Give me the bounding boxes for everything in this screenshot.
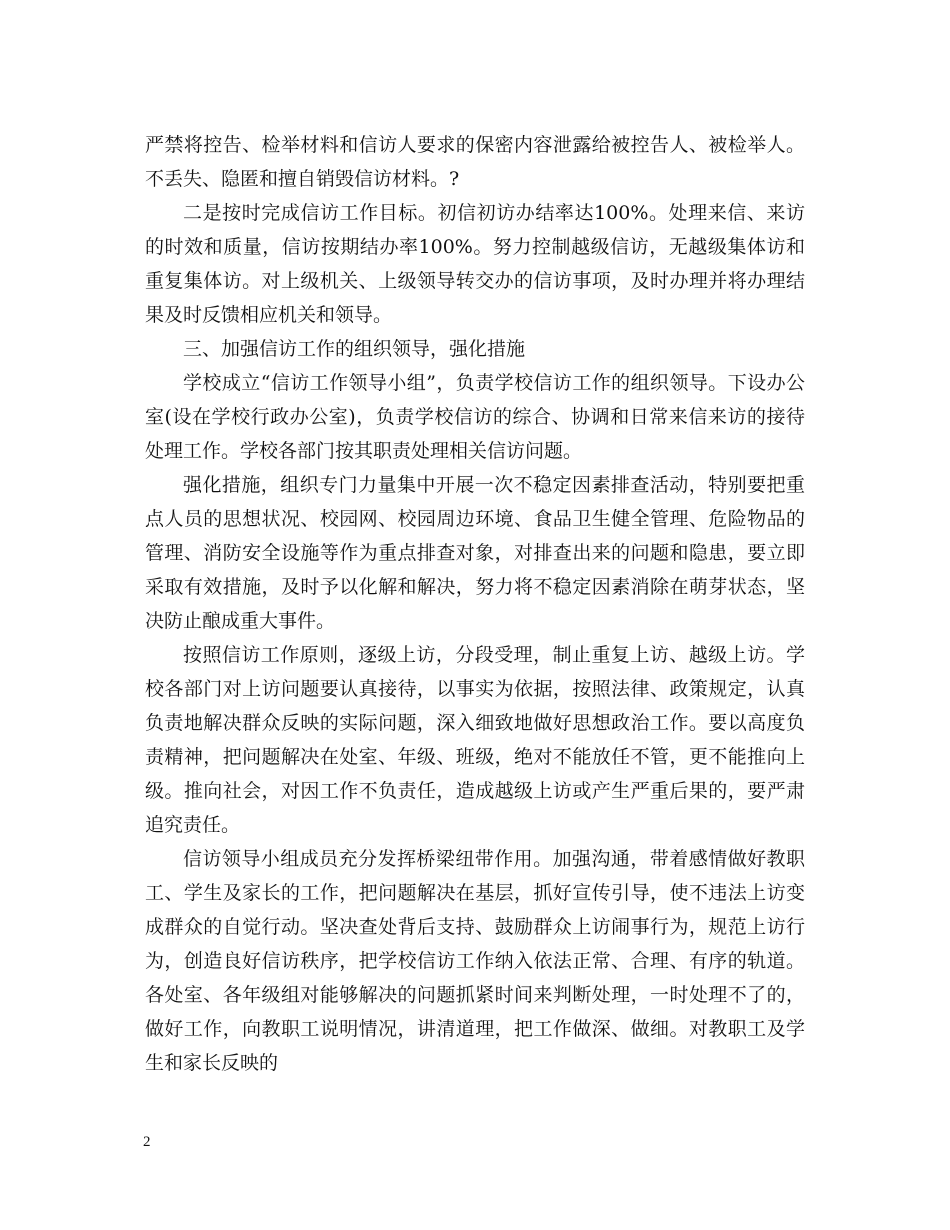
paragraph-2: 二是按时完成信访工作目标。初信初访办结率达100%。处理来信、来访的时效和质量，信访按期结办率100%。努力控制越级信访，无越级集体访和重复集体访。对上级机关、上级领导转交办的信访事项，及时办理并将办理结果及时反馈相应机关和领导。 xyxy=(145,202,805,326)
page-number: 2 xyxy=(143,1134,151,1150)
paragraph-4: 强化措施，组织专门力量集中开展一次不稳定因素排查活动，特别要把重点人员的思想状况、校园网、校园周边环境、食品卫生健全管理、危险物品的管理、消防安全设施等作为重点排查对象，对排查出来的问题和隐患，要立即采取有效措施，及时予以化解和解决，努力将不稳定因素消除在萌芽状态，坚决防止酿成重大事件。 xyxy=(145,474,805,632)
section-heading: 三、加强信访工作的组织领导，强化措施 xyxy=(183,338,526,360)
paragraph-1: 严禁将控告、检举材料和信访人要求的保密内容泄露给被控告人、被检举人。不丢失、隐匿和擅自销毁信访材料。? xyxy=(145,134,805,190)
document-body xyxy=(145,128,805,1080)
paragraph-3: 学校成立“信访工作领导小组”，负责学校信访工作的组织领导。下设办公室(设在学校行政办公室)，负责学校信访的综合、协调和日常来信来访的接待处理工作。学校各部门按其职责处理相关信访问题。 xyxy=(145,372,805,462)
paragraph-5: 按照信访工作原则，逐级上访，分段受理，制止重复上访、越级上访。学校各部门对上访问题要认真接待，以事实为依据，按照法律、政策规定，认真负责地解决群众反映的实际问题，深入细致地做好思想政治工作。要以高度负责精神，把问题解决在处室、年级、班级，绝对不能放任不管，更不能推向上级。推向社会，对因工作不负责任，造成越级上访或产生严重后果的，要严肃追究责任。 xyxy=(145,644,805,836)
paragraph-6: 信访领导小组成员充分发挥桥梁纽带作用。加强沟通，带着感情做好教职工、学生及家长的工作，把问题解决在基层，抓好宣传引导，使不违法上访变成群众的自觉行动。坚决查处背后支持、鼓励群众上访闹事行为，规范上访行为，创造良好信访秩序，把学校信访工作纳入依法正常、合理、有序的轨道。 各处室、各年级组对能够解决的问题抓紧时间来判断处理，一时处理不了的，做好工作，向教职工说明情况，讲清道理，把工作做深、做细。对教职工及学生和家长反映的 xyxy=(145,848,805,1074)
